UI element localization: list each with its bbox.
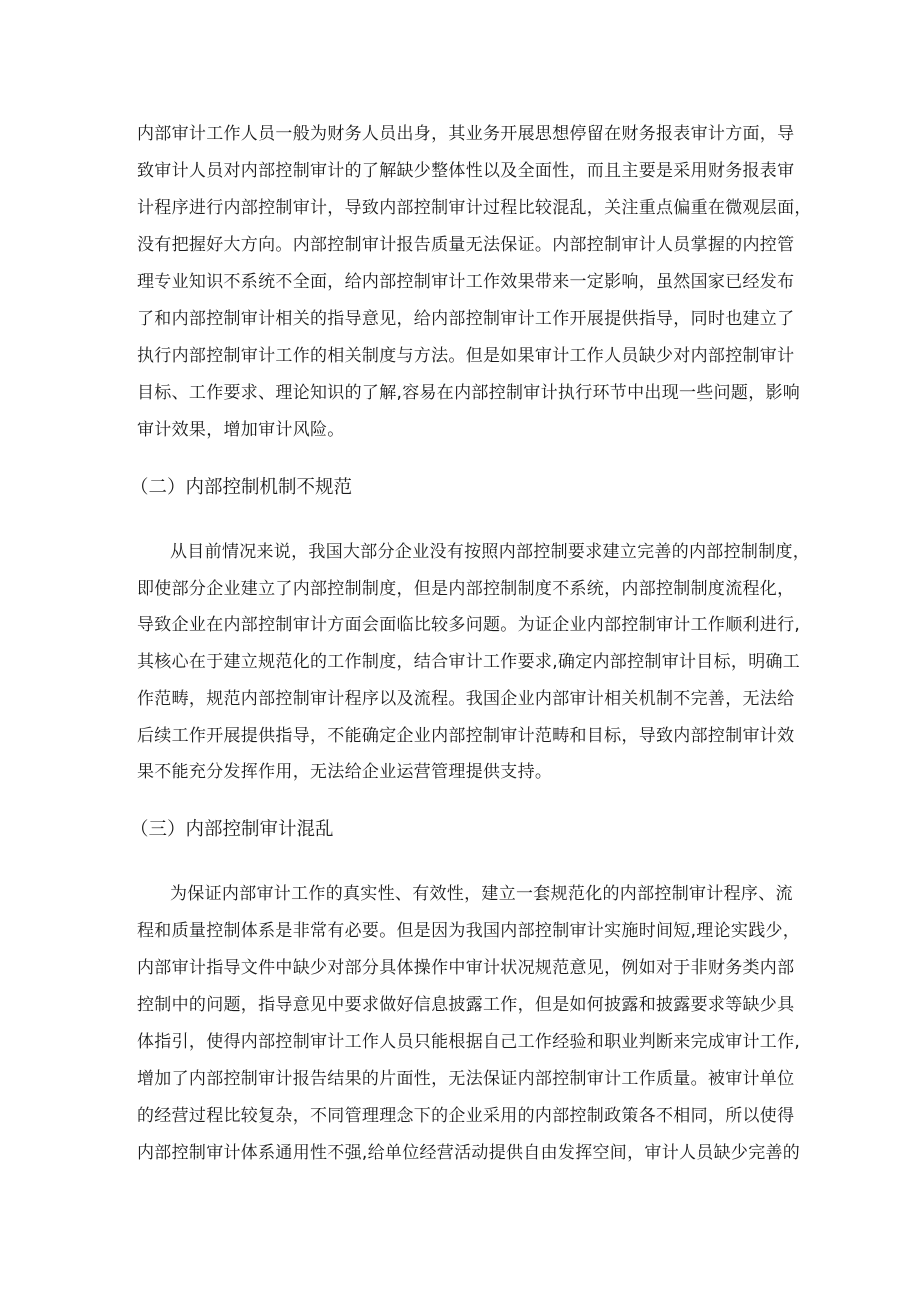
paragraph-3-line-7: 的经营过程比较复杂，不同管理理念下的企业采用的内部控制政策各不相同，所以使得 <box>137 1106 795 1126</box>
paragraph-1-line-3: 计程序进行内部控制审计，导致内部控制审计过程比较混乱，关注重点偏重在微观层面， <box>137 198 812 218</box>
paragraph-3-line-2: 程和质量控制体系是非常有必要。但是因为我国内部控制审计实施时间短,理论实践少， <box>137 921 801 941</box>
paragraph-2-line-7: 果不能充分发挥作用，无法给企业运营管理提供支持。 <box>137 762 553 782</box>
section-heading-2: （二）内部控制机制不规范 <box>130 477 353 498</box>
paragraph-1-line-5: 理专业知识不系统不全面，给内部控制审计工作效果带来一定影响，虽然国家已经发布 <box>137 272 795 292</box>
paragraph-2-line-5: 作范畴，规范内部控制审计程序以及流程。我国企业内部审计相关机制不完善，无法给 <box>137 689 795 709</box>
paragraph-3-line-8: 内部控制审计体系通用性不强,给单位经营活动提供自由发挥空间，审计人员缺少完善的 <box>137 1143 801 1163</box>
paragraph-1-line-9: 审计效果，增加审计风险。 <box>137 420 345 440</box>
paragraph-3-line-3: 内部审计指导文件中缺少对部分具体操作中审计状况规范意见，例如对于非财务类内部 <box>137 958 795 978</box>
paragraph-1-line-7: 执行内部控制审计工作的相关制度与方法。但是如果审计工作人员缺少对内部控制审计 <box>137 346 795 366</box>
paragraph-2-line-6: 后续工作开展提供指导，不能确定企业内部控制审计范畴和目标，导致内部控制审计效 <box>137 726 795 746</box>
paragraph-2-line-1: 从目前情况来说，我国大部分企业没有按照内部控制要求建立完善的内部控制制度， <box>170 542 811 562</box>
paragraph-2-line-3: 导致企业在内部控制审计方面会面临比较多问题。为证企业内部控制审计工作顺利进行, <box>137 615 801 635</box>
paragraph-3-line-1: 为保证内部审计工作的真实性、有效性，建立一套规范化的内部控制审计程序、流 <box>170 884 793 904</box>
paragraph-2-line-4: 其核心在于建立规范化的工作制度，结合审计工作要求,确定内部控制审计目标，明确工 <box>137 652 801 672</box>
paragraph-1-line-2: 致审计人员对内部控制审计的了解缺少整体性以及全面性，而且主要是采用财务报表审 <box>137 161 795 181</box>
paragraph-1-line-8: 目标、工作要求、理论知识的了解,容易在内部控制审计执行环节中出现一些问题，影响 <box>137 383 801 403</box>
section-heading-3: （三）内部控制审计混乱 <box>130 819 334 840</box>
paragraph-3-line-4: 控制中的问题，指导意见中要求做好信息披露工作，但是如何披露和披露要求等缺少具 <box>137 995 795 1015</box>
paragraph-1-line-6: 了和内部控制审计相关的指导意见，给内部控制审计工作开展提供指导，同时也建立了 <box>137 309 795 329</box>
paragraph-1-line-1: 内部审计工作人员一般为财务人员出身，其业务开展思想停留在财务报表审计方面，导 <box>137 124 795 144</box>
paragraph-3-line-6: 增加了内部控制审计报告结果的片面性，无法保证内部控制审计工作质量。被审计单位 <box>137 1069 795 1089</box>
paragraph-2-line-2: 即使部分企业建立了内部控制制度，但是内部控制制度不系统，内部控制制度流程化， <box>137 579 795 599</box>
paragraph-1-line-4: 没有把握好大方向。内部控制审计报告质量无法保证。内部控制审计人员掌握的内控管 <box>137 235 795 255</box>
paragraph-3-line-5: 体指引，使得内部控制审计工作人员只能根据自己工作经验和职业判断来完成审计工作, <box>137 1032 801 1052</box>
